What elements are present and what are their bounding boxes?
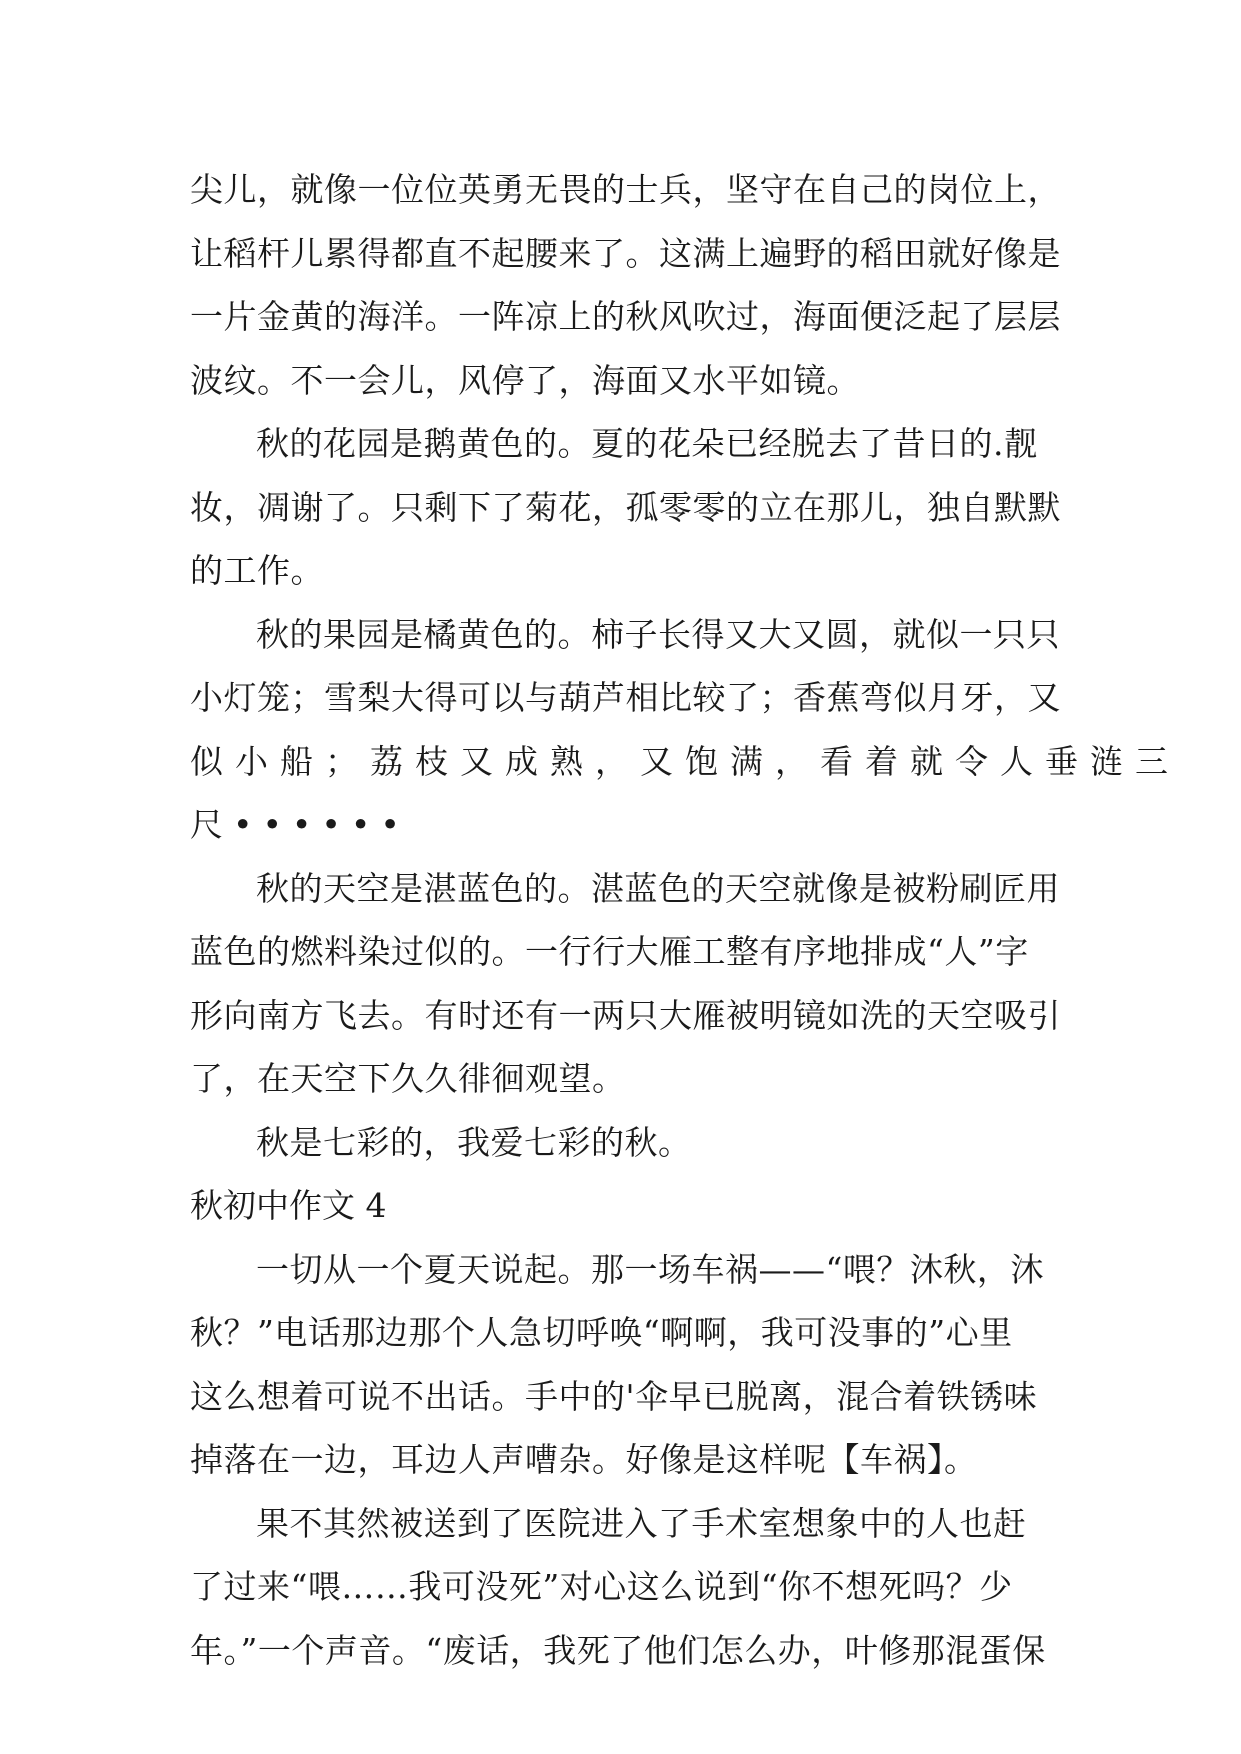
text-line: 波纹。不一会儿，风停了，海面又水平如镜。	[190, 360, 860, 400]
text-line: 尺••••••	[190, 805, 410, 844]
text-line: 尖儿，就像一位位英勇无畏的士兵，坚守在自己的岗位上，	[190, 170, 1061, 209]
paragraph-start-line: 秋的花园是鹅黄色的。夏的花朵已经脱去了昔日的.靓	[256, 424, 1038, 463]
paragraph-start-line: 秋的天空是湛蓝色的。湛蓝色的天空就像是被粉刷匠用	[256, 868, 1060, 908]
text-line: 了，在天空下久久徘徊观望。	[190, 1059, 626, 1098]
text-line: 让稻杆儿累得都直不起腰来了。这满上遍野的稻田就好像是	[190, 233, 1061, 273]
text-line: 这么想着可说不出话。手中的'伞早已脱离，混合着铁锈味	[190, 1376, 1038, 1416]
paragraph-start-line: 秋是七彩的，我爱七彩的秋。	[256, 1122, 692, 1162]
text-line: 一片金黄的海洋。一阵凉上的秋风吹过，海面便泛起了层层	[190, 297, 1061, 336]
text-line: 形向南方飞去。有时还有一两只大雁被明镜如洗的天空吸引	[190, 995, 1061, 1035]
text-line: 年。”一个声音。“废话，我死了他们怎么办，叶修那混蛋保	[190, 1630, 1046, 1670]
text-line: 蓝色的燃料染过似的。一行行大雁工整有序地排成“人”字	[190, 932, 1029, 971]
paragraph-start-line: 果不其然被送到了医院进入了手术室想象中的人也赶	[256, 1503, 1027, 1543]
paragraph-start-line: 一切从一个夏天说起。那一场车祸——“喂？沐秋，沐	[256, 1249, 1044, 1289]
text-line: 小灯笼；雪梨大得可以与葫芦相比较了；香蕉弯似月牙，又	[190, 678, 1061, 717]
paragraph-start-line: 秋的果园是橘黄色的。柿子长得又大又圆，就似一只只	[256, 614, 1060, 654]
text-line: 似小船；荔枝又成熟，又饱满，看着就令人垂涟三	[190, 741, 1180, 781]
text-line: 妆，凋谢了。只剩下了菊花，孤零零的立在那儿，独自默默	[190, 487, 1061, 527]
section-heading: 秋初中作文 4	[190, 1186, 387, 1225]
text-line: 掉落在一边，耳边人声嘈杂。好像是这样呢【车祸】。	[190, 1440, 978, 1479]
text-line: 秋？”电话那边那个人急切呼唤“啊啊，我可没事的”心里	[190, 1313, 1013, 1352]
document-page	[190, 158, 1180, 1682]
text-line: 的工作。	[190, 551, 324, 590]
text-line: 了过来“喂……我可没死”对心这么说到“你不想死吗？少	[190, 1567, 1013, 1606]
